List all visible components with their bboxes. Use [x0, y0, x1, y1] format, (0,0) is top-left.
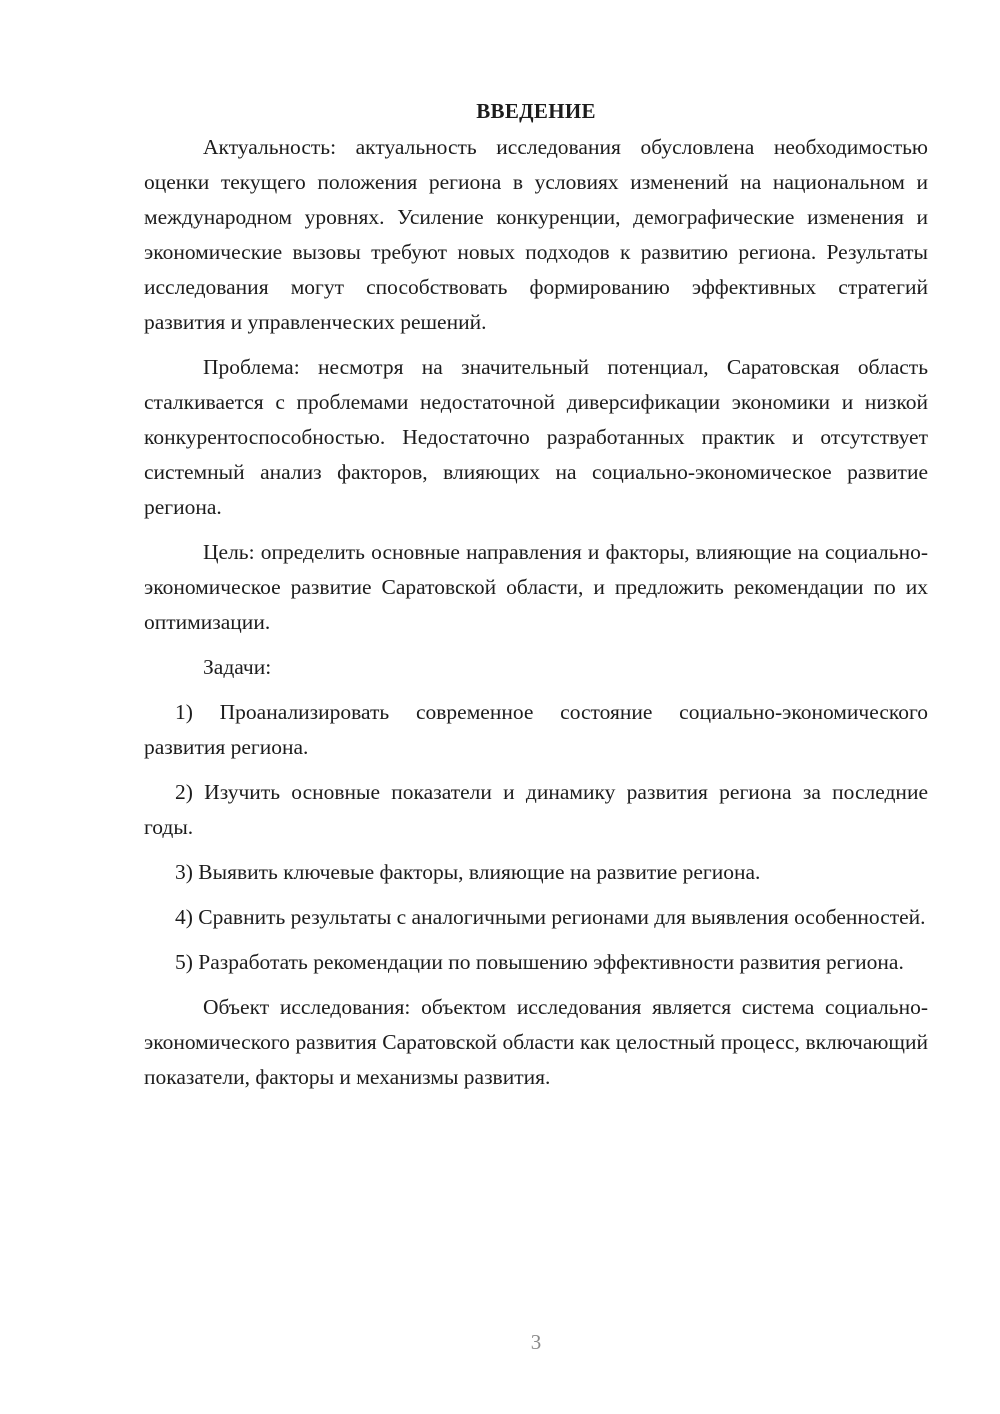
- task-item-3: 3) Выявить ключевые факторы, влияющие на развитие региона.: [175, 860, 761, 884]
- task-item-5: 5) Разработать рекомендации по повышению эффективности развития региона.: [175, 950, 904, 974]
- task-item-1: 1) Проанализировать современное состояние социально-экономического развития региона.: [144, 700, 928, 759]
- task-item-4: 4) Сравнить результаты с аналогичными регионами для выявления особенностей.: [175, 905, 926, 929]
- task-item-2: 2) Изучить основные показатели и динамику развития региона за последние годы.: [144, 780, 928, 839]
- page-number: 3: [530, 1330, 542, 1354]
- paragraph-problem: Проблема: несмотря на значительный потенциал, Саратовская область сталкивается с проблемами недостаточной диверсификации экономики и низкой конкурентоспособностью. Недостаточно разработанных практик и отсутствует системный анализ факторов, влияющих на социально-экономическое развитие региона.: [144, 355, 928, 519]
- tasks-heading: Задачи:: [203, 655, 272, 679]
- section-title: ВВЕДЕНИЕ: [476, 99, 596, 123]
- paragraph-relevance: Актуальность: актуальность исследования обусловлена необходимостью оценки текущего положения региона в условиях изменений на национальном и международном уровнях. Усиление конкуренции, демографические изменения и экономические вызовы требуют новых подходов к развитию региона. Результаты исследования могут способствовать формированию эффективных стратегий развития и управленческих решений.: [144, 135, 928, 334]
- paragraph-goal: Цель: определить основные направления и факторы, влияющие на социально-экономическое развитие Саратовской области, и предложить рекомендации по их оптимизации.: [144, 540, 928, 634]
- document-page: [144, 96, 928, 1105]
- paragraph-object: Объект исследования: объектом исследования является система социально-экономического развития Саратовской области как целостный процесс, включающий показатели, факторы и механизмы развития.: [144, 995, 928, 1089]
